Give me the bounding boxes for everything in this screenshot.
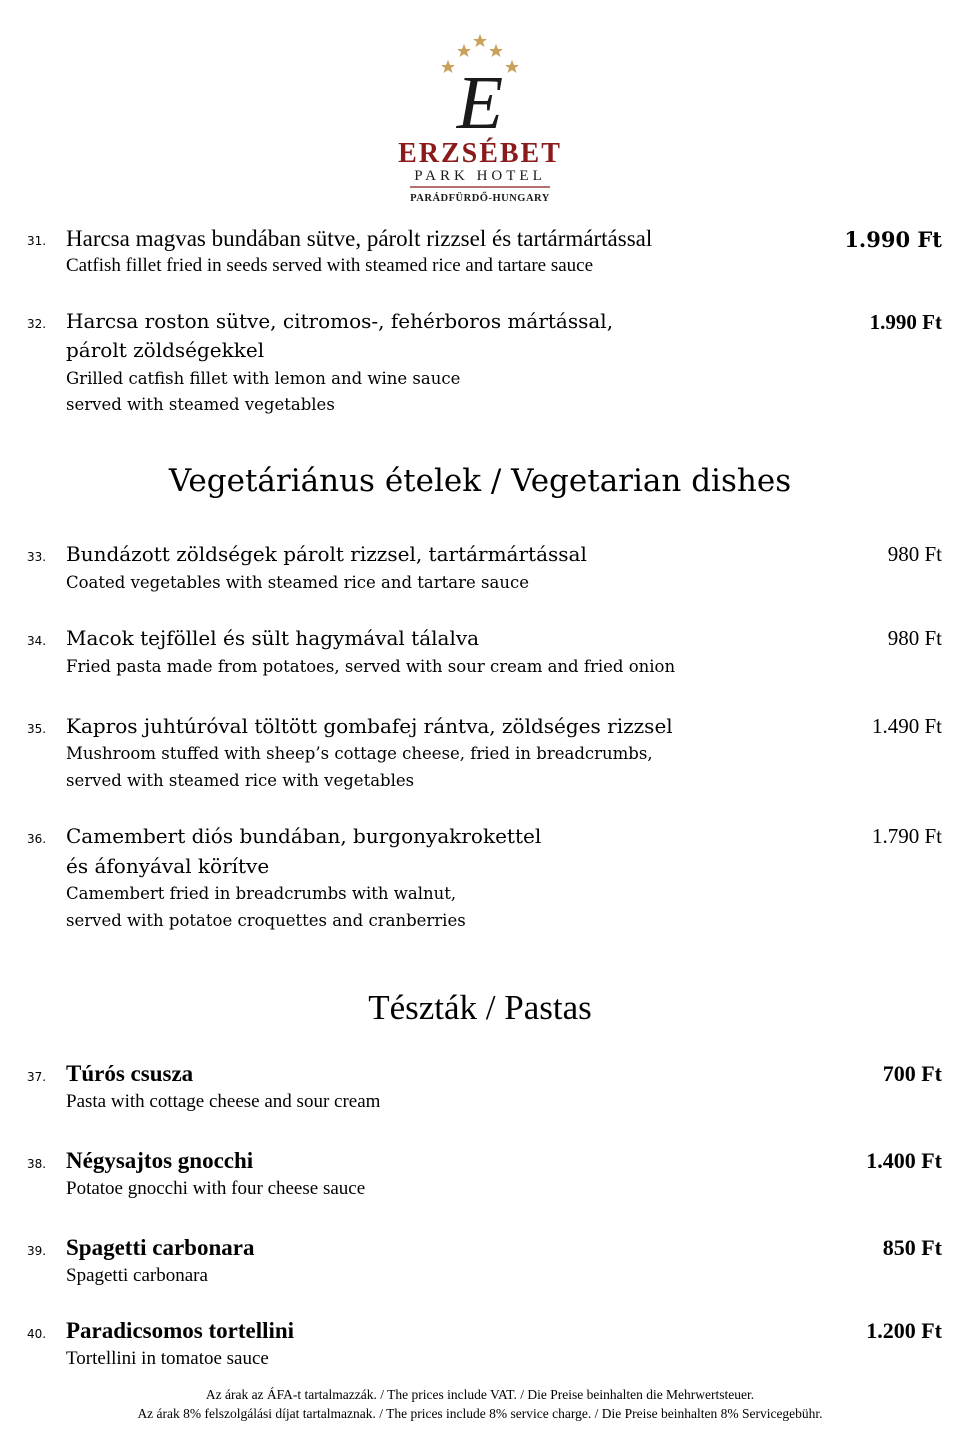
item-number: 34. bbox=[27, 634, 47, 648]
item-number: 36. bbox=[27, 832, 47, 846]
item-name-hu: és áfonyával körítve bbox=[66, 854, 270, 878]
star-icon bbox=[441, 60, 455, 73]
item-name-en: served with steamed rice with vegetables bbox=[66, 771, 415, 790]
item-name-hu: Harcsa roston sütve, citromos-, fehérboros mártással, bbox=[66, 309, 614, 333]
item-name-hu: Camembert diós bundában, burgonyakrokettel bbox=[66, 824, 542, 848]
item-number: 37. bbox=[27, 1070, 47, 1084]
item-name-en: Catfish fillet fried in seeds served with steamed rice and tartare sauce bbox=[66, 255, 594, 276]
item-price: 980 Ft bbox=[887, 542, 942, 566]
item-name-en: Spagetti carbonara bbox=[66, 1265, 208, 1286]
star-icon bbox=[489, 44, 503, 57]
item-name-en: Fried pasta made from potatoes, served with sour cream and fried onion bbox=[66, 657, 676, 676]
item-name-hu: Macok tejföllel és sült hagymával tálalva bbox=[66, 626, 480, 650]
item-price: 1.490 Ft bbox=[871, 714, 942, 738]
item-name-en: Tortellini in tomatoe sauce bbox=[66, 1348, 269, 1369]
brand-subtitle: PARK HOTEL bbox=[414, 168, 546, 184]
footer-service-note: Az árak 8% felszolgálási díjat tartalmaznak. / The prices include 8% service charge. / Die Preise beinhalten 8% Servicegebühr. bbox=[137, 1406, 823, 1421]
item-price: 850 Ft bbox=[882, 1235, 942, 1260]
item-name-en: served with steamed vegetables bbox=[66, 395, 335, 414]
item-price: 1.790 Ft bbox=[871, 824, 942, 848]
item-name-en: Grilled catfish fillet with lemon and wine sauce bbox=[66, 369, 461, 388]
item-number: 35. bbox=[27, 722, 47, 736]
item-price: 1.990 Ft bbox=[844, 227, 942, 252]
hotel-logo-graphic bbox=[370, 30, 590, 210]
brand-name: ERZSÉBET bbox=[398, 138, 562, 169]
item-name-hu: Harcsa magvas bundában sütve, párolt rizzsel és tartármártással bbox=[66, 226, 653, 251]
item-number: 31. bbox=[27, 234, 47, 248]
item-price: 1.400 Ft bbox=[866, 1148, 942, 1173]
brand-location: PARÁDFÜRDŐ-HUNGARY bbox=[410, 193, 550, 204]
footer-vat-note: Az árak az ÁFA-t tartalmazzák. / The prices include VAT. / Die Preise beinhalten die Mehrwertsteuer. bbox=[205, 1387, 755, 1402]
item-name-hu: Spagetti carbonara bbox=[66, 1235, 255, 1260]
item-name-hu: Négysajtos gnocchi bbox=[66, 1148, 254, 1173]
section-title-pastas: Tészták / Pastas bbox=[368, 988, 592, 1027]
item-name-en: Potatoe gnocchi with four cheese sauce bbox=[66, 1178, 366, 1199]
item-price: 980 Ft bbox=[887, 626, 942, 650]
item-price: 1.200 Ft bbox=[866, 1318, 942, 1343]
item-number: 33. bbox=[27, 550, 47, 564]
hotel-logo bbox=[370, 30, 590, 210]
item-name-en: Coated vegetables with steamed rice and tartare sauce bbox=[66, 573, 529, 592]
item-number: 38. bbox=[27, 1157, 47, 1171]
item-name-en: Mushroom stuffed with sheep’s cottage cheese, fried in breadcrumbs, bbox=[66, 744, 653, 763]
item-name-hu: Kapros juhtúróval töltött gombafej rántva, zöldséges rizzsel bbox=[66, 714, 673, 738]
item-name-hu: Túrós csusza bbox=[66, 1061, 194, 1086]
item-name-hu: párolt zöldségekkel bbox=[66, 338, 265, 362]
star-icon bbox=[457, 44, 471, 57]
item-name-en: Camembert fried in breadcrumbs with walnut, bbox=[66, 884, 457, 903]
item-price: 1.990 Ft bbox=[869, 310, 942, 334]
star-icon bbox=[505, 60, 519, 73]
item-price: 700 Ft bbox=[882, 1061, 942, 1086]
item-name-hu: Bundázott zöldségek párolt rizzsel, tartármártással bbox=[66, 542, 587, 566]
item-number: 39. bbox=[27, 1244, 47, 1258]
item-name-en: served with potatoe croquettes and cranberries bbox=[66, 911, 466, 930]
item-name-hu: Paradicsomos tortellini bbox=[66, 1318, 295, 1343]
item-name-en: Pasta with cottage cheese and sour cream bbox=[66, 1091, 381, 1112]
item-number: 40. bbox=[27, 1327, 47, 1341]
section-title-vegetarian: Vegetáriánus ételek / Vegetarian dishes bbox=[168, 463, 792, 499]
item-number: 32. bbox=[27, 317, 47, 331]
star-icon bbox=[473, 34, 487, 47]
logo-letter: E bbox=[456, 61, 504, 145]
